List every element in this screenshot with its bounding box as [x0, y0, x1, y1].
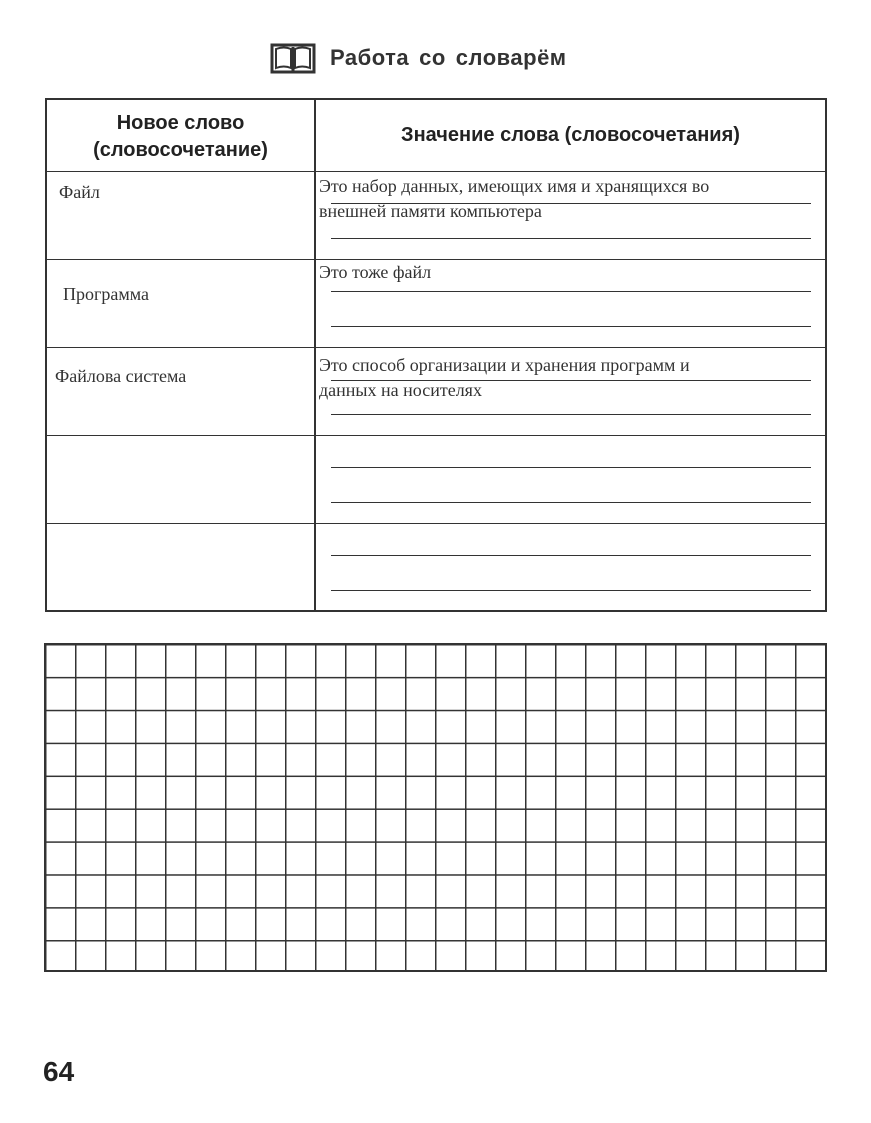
writing-line [331, 238, 811, 239]
row-1-meaning-line2: внешней памяти компьютера [319, 201, 542, 221]
page-title [270, 38, 577, 78]
row-3-meaning-line1: Это способ организации и хранения программ и [319, 355, 690, 375]
row-3-meaning [319, 353, 837, 403]
writing-line [331, 590, 811, 591]
writing-line [331, 467, 811, 468]
writing-line [331, 380, 811, 381]
writing-line [331, 555, 811, 556]
row-divider [47, 435, 825, 436]
writing-line [331, 414, 811, 415]
row-divider [47, 523, 825, 524]
dictionary-table [45, 98, 827, 612]
page-number: 64 [43, 1056, 75, 1087]
writing-line [331, 502, 811, 503]
book-icon [270, 41, 316, 75]
title-word-1: Работа [330, 45, 410, 70]
row-1-word: Файл [59, 182, 100, 202]
title-word-3: словарём [455, 45, 567, 70]
row-1-meaning [319, 174, 837, 224]
title-word-2: со [419, 45, 446, 70]
squared-grid [44, 643, 827, 972]
writing-line [331, 326, 811, 327]
row-1-meaning-line1: Это набор данных, имеющих имя и хранящихся во [319, 176, 710, 196]
row-3-word: Файлова система [55, 366, 187, 386]
row-divider [47, 171, 825, 172]
row-2-meaning-line1: Это тоже файл [319, 262, 432, 282]
row-2-word: Программа [63, 284, 150, 304]
header-meaning: Значение слова (словосочетания) [401, 124, 740, 146]
header-new-word-line2: (словосочетание) [93, 139, 268, 161]
column-divider [314, 100, 316, 610]
row-divider [47, 347, 825, 348]
row-3-meaning-line2: данных на носителях [319, 380, 482, 400]
header-new-word [47, 110, 314, 164]
writing-line [331, 291, 811, 292]
writing-line [331, 203, 811, 204]
row-2-meaning [319, 260, 837, 285]
header-new-word-line1: Новое слово [116, 112, 245, 134]
title-text [330, 45, 577, 71]
